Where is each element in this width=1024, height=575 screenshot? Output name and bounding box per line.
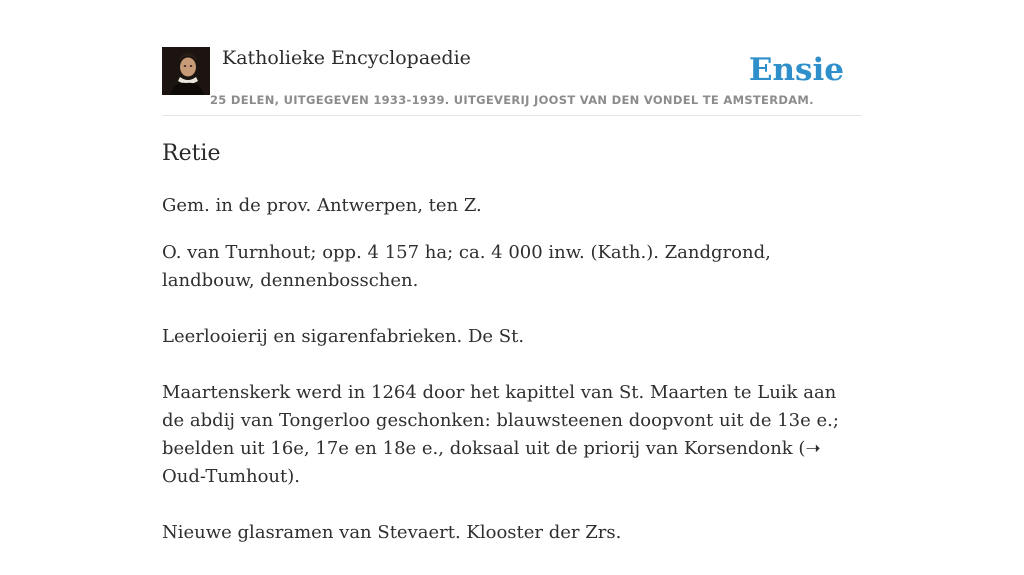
publication-title[interactable]: Katholieke Encyclopaedie (222, 47, 471, 69)
portrait-avatar-icon (162, 47, 210, 95)
article-paragraph: Maartenskerk werd in 1264 door het kapittel van St. Maarten te Luik aan de abdij van Tongerloo geschonken: blauwsteenen doopvont uit de 13e e.; beelden uit 16e, 17e en 18e e., doksaal uit de priorij van Korsendonk (➝ Oud-Tumhout). (162, 382, 839, 487)
ensie-logo-link[interactable]: Ensie (748, 52, 844, 88)
article-paragraph: Leerlooierij en sigarenfabrieken. De St. (162, 326, 525, 347)
header-divider (162, 115, 862, 116)
publication-avatar[interactable] (162, 47, 210, 95)
article-body (162, 192, 862, 575)
article-paragraph: Gem. in de prov. Antwerpen, ten Z. (162, 195, 482, 216)
article-title: Retie (162, 141, 221, 166)
article-paragraph: Nieuwe glasramen van Stevaert. Klooster der Zrs. (162, 522, 622, 543)
publication-subtitle: 25 DELEN, UITGEGEVEN 1933-1939. UITGEVERIJ JOOST VAN DEN VONDEL TE AMSTERDAM. (210, 93, 814, 107)
article-paragraph: O. van Turnhout; opp. 4 157 ha; ca. 4 000 inw. (Kath.). Zandgrond, landbouw, dennenbosschen. (162, 242, 771, 291)
